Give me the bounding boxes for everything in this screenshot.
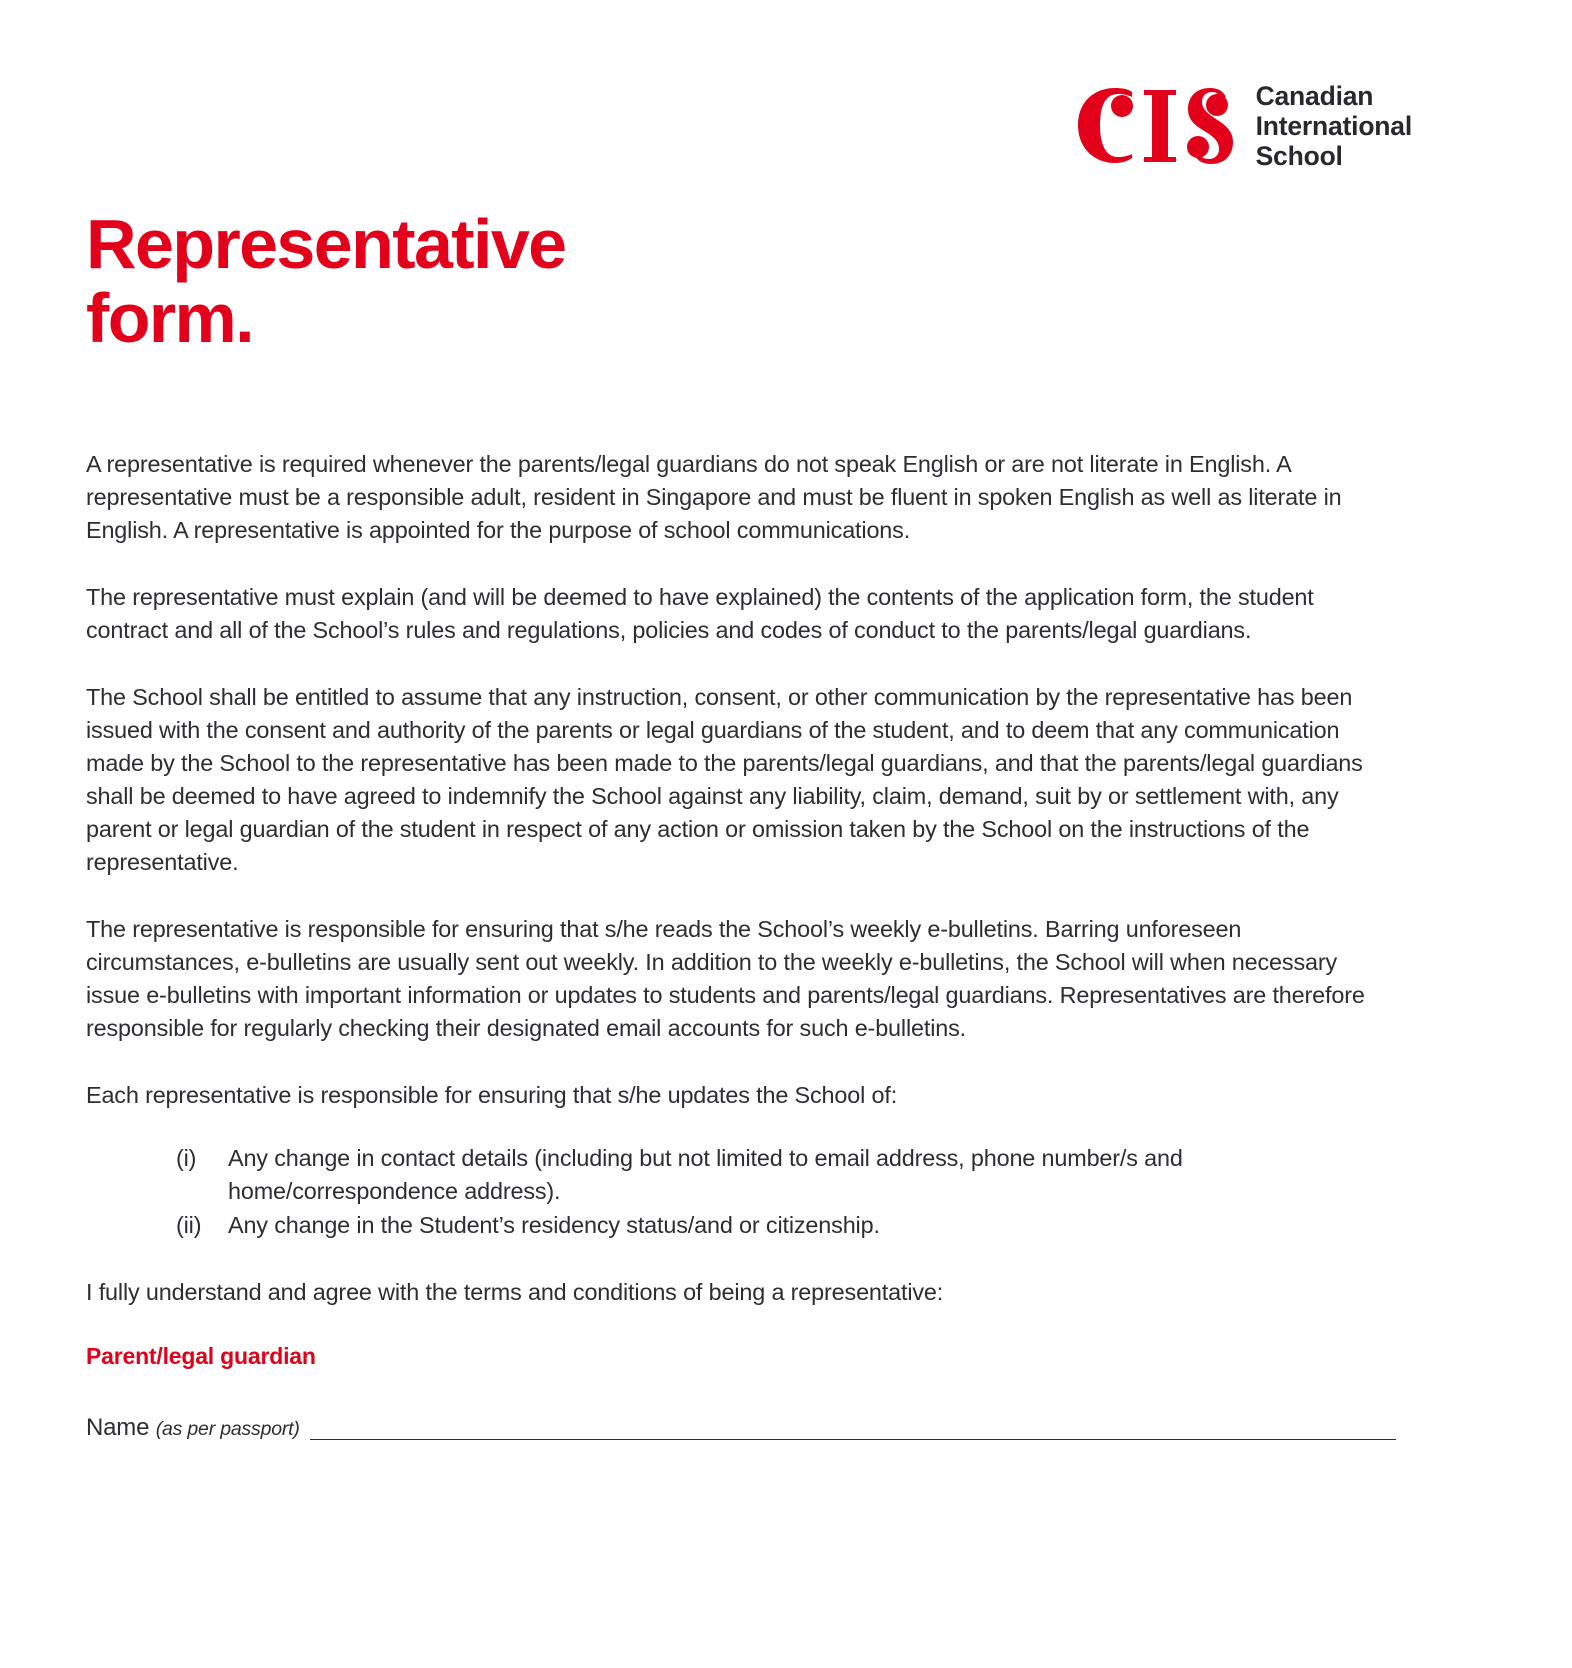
- list-item-marker: (ii): [176, 1212, 202, 1238]
- list-item-marker: (i): [176, 1145, 197, 1171]
- logo-name-line-3: School: [1255, 140, 1343, 171]
- paragraph-update-obligations: Each representative is responsible for ensuring that s/he updates the School of:: [86, 1082, 898, 1108]
- logo-name-line-2: International: [1255, 110, 1412, 141]
- page-title-line-1: Representative: [86, 205, 566, 283]
- list-item-label: Any change in contact details (including but not limited to email address, phone number/s and home/correspondence address).: [228, 1145, 1183, 1204]
- document-body: [86, 448, 1396, 1444]
- paragraph-authority-indemnity: The School shall be entitled to assume that any instruction, consent, or other communication by the representative has been issued with the consent and authority of the parents or legal guardians of the student, and to deem that any communication made by the School to the representative has been made to the parents/legal guardians, and that the parents/legal guardians shall be deemed to have agreed to indemnify the School against any liability, claim, demand, suit by or settlement with, any parent or legal guardian of the student in respect of any action or omission taken by the School on the instructions of the representative.: [86, 684, 1363, 875]
- cis-logo-wordmark: [1256, 78, 1412, 172]
- logo-name-line-1: Canadian: [1255, 81, 1374, 111]
- list-item: [176, 1142, 1396, 1208]
- paragraph-ebulletins: The representative is responsible for ensuring that s/he reads the School’s weekly e-bulletins. Barring unforeseen circumstances, e-bulletins are usually sent out weekly. In addition to the weekly e-bulletins, the School will when necessary issue e-bulletins with important information or updates to students and parents/legal guardians. Representatives are therefore responsible for regularly checking their designated email accounts for such e-bulletins.: [86, 916, 1365, 1041]
- name-input-line[interactable]: [310, 1438, 1396, 1440]
- list-item-label: Any change in the Student’s residency status/and or citizenship.: [228, 1212, 880, 1238]
- update-obligations-list: [86, 1142, 1396, 1242]
- list-item: [176, 1209, 1396, 1242]
- signature-section-heading: Parent/legal guardian: [86, 1343, 316, 1369]
- page-title-line-2: form.: [86, 278, 254, 357]
- cis-monogram-icon: [1070, 78, 1234, 170]
- name-field-row: [86, 1414, 1396, 1444]
- cis-logo: [1070, 78, 1412, 172]
- agreement-statement: I fully understand and agree with the terms and conditions of being a representative:: [86, 1279, 944, 1305]
- paragraph-intro: A representative is required whenever the parents/legal guardians do not speak English or are not literate in English. A representative must be a responsible adult, resident in Singapore and must be fluent in spoken English as well as literate in English. A representative is appointed for the purpose of school communications.: [86, 451, 1342, 543]
- page-title: [86, 205, 566, 357]
- name-label-hint: (as per passport): [155, 1418, 300, 1440]
- name-field-label: [86, 1414, 310, 1444]
- name-label-text: Name: [86, 1414, 150, 1441]
- paragraph-explanation-duty: The representative must explain (and will be deemed to have explained) the contents of the application form, the student contract and all of the School’s rules and regulations, policies and codes of conduct to the parents/legal guardians.: [86, 584, 1314, 643]
